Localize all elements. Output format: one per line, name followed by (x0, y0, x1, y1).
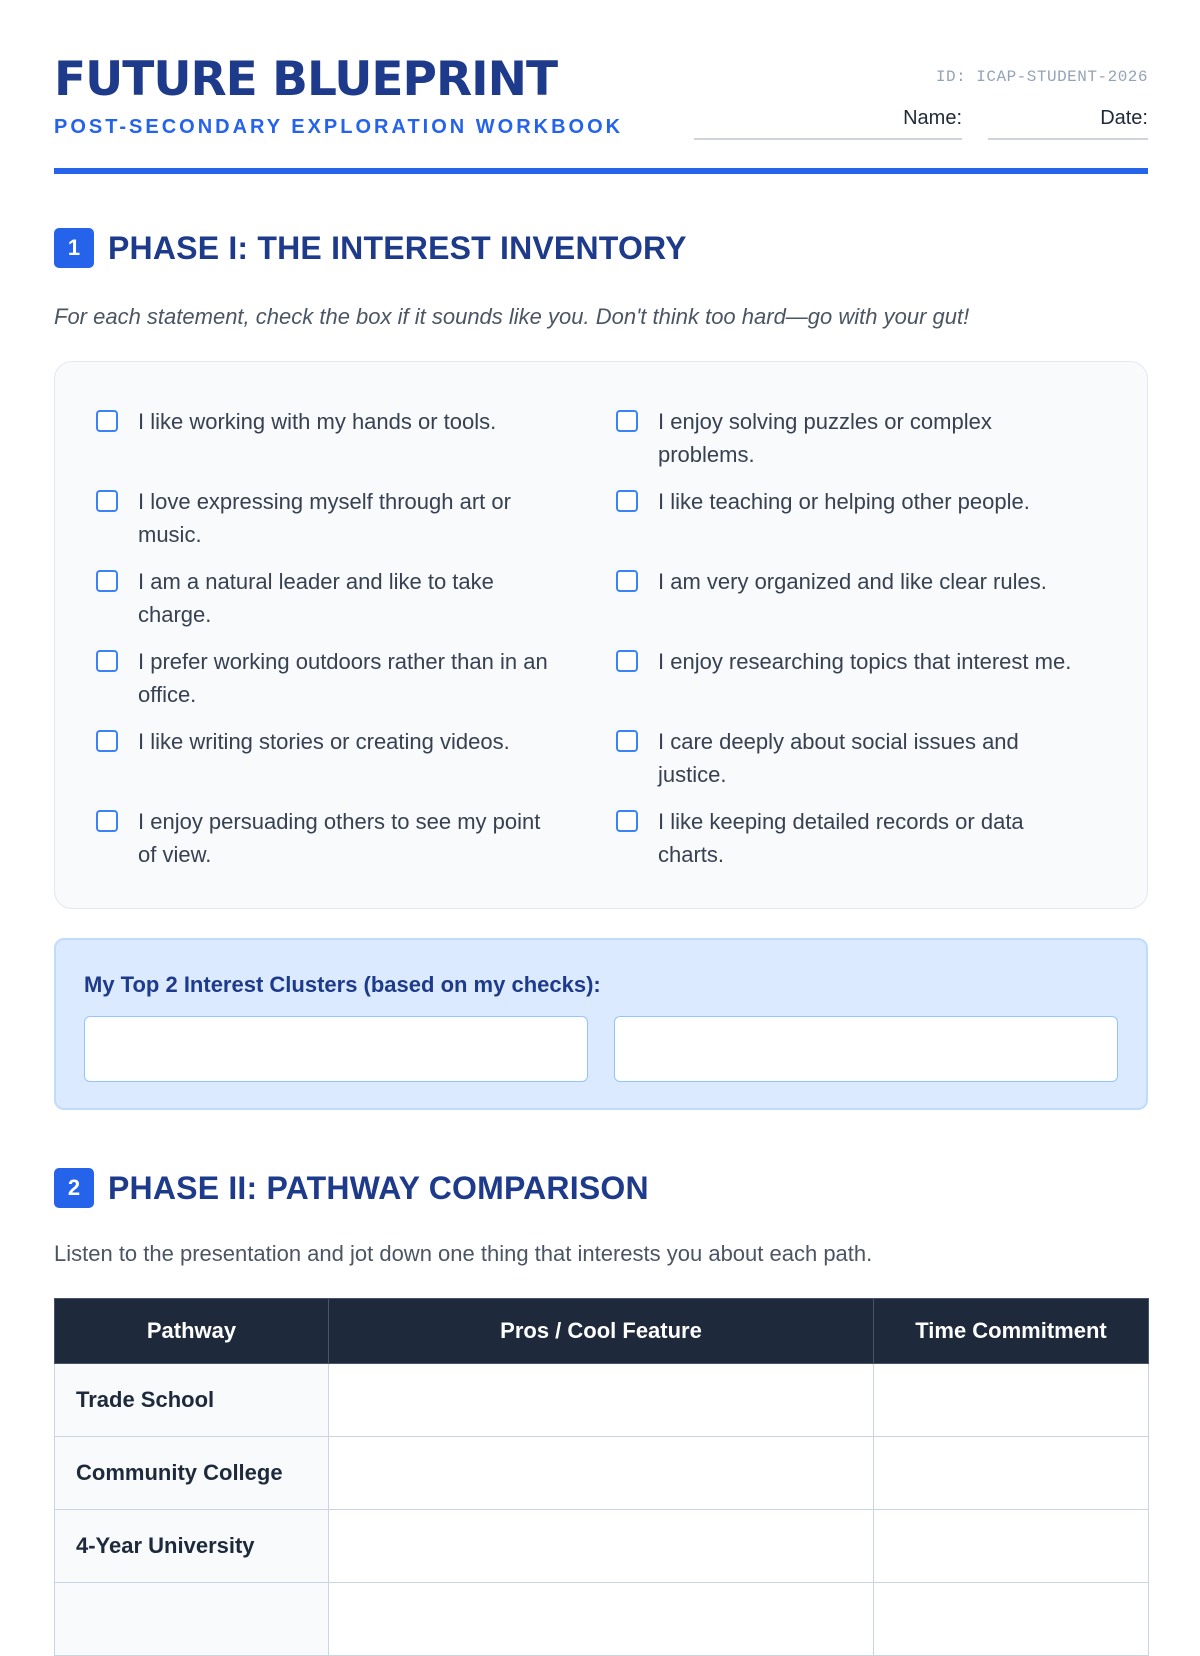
table-header-row (55, 1299, 1149, 1364)
interest-item-label: I am very organized and like clear rules. (658, 569, 1047, 594)
pros-cell[interactable] (329, 1583, 874, 1656)
pros-cell[interactable] (329, 1510, 874, 1583)
interest-item-label: I care deeply about social issues and justice. (658, 729, 1019, 787)
interest-item[interactable] (616, 725, 1076, 791)
name-label: Name: (903, 107, 962, 129)
date-field[interactable] (988, 104, 1148, 140)
checkbox[interactable] (616, 730, 638, 752)
document-id: ID: ICAP-STUDENT-2026 (935, 68, 1148, 86)
pros-cell[interactable] (329, 1437, 874, 1510)
interest-item[interactable] (96, 805, 556, 871)
phase1-number-badge: 1 (54, 228, 94, 268)
date-label: Date: (1100, 107, 1148, 129)
column-header: Pathway (55, 1299, 329, 1364)
interest-item-label: I love expressing myself through art or music. (138, 489, 511, 547)
cluster-input-2[interactable] (614, 1016, 1118, 1082)
interest-checklist (54, 361, 1148, 909)
interest-item[interactable] (96, 565, 556, 631)
interest-item[interactable] (96, 485, 556, 551)
phase1-heading (54, 228, 687, 268)
interest-item-label: I enjoy solving puzzles or complex problems. (658, 409, 992, 467)
column-header: Pros / Cool Feature (329, 1299, 874, 1364)
checkbox[interactable] (96, 490, 118, 512)
interest-item-label: I like keeping detailed records or data charts. (658, 809, 1024, 867)
pathway-name: Community College (55, 1437, 329, 1510)
table-row (55, 1583, 1149, 1656)
interest-item[interactable] (616, 485, 1076, 518)
interest-item[interactable] (616, 805, 1076, 871)
worksheet-page (54, 0, 1148, 1558)
cluster-input-1[interactable] (84, 1016, 588, 1082)
interest-item-label: I like teaching or helping other people. (658, 489, 1030, 514)
checkbox[interactable] (616, 570, 638, 592)
interest-item-label: I like writing stories or creating videos. (138, 729, 510, 754)
table-row (55, 1364, 1149, 1437)
table-row (55, 1437, 1149, 1510)
worksheet-title: FUTURE BLUEPRINT (54, 52, 558, 107)
clusters-label: My Top 2 Interest Clusters (based on my checks): (84, 972, 601, 997)
checkbox[interactable] (96, 810, 118, 832)
name-field[interactable] (694, 104, 962, 140)
worksheet-header (54, 0, 1148, 174)
pros-cell[interactable] (329, 1364, 874, 1437)
phase1-title: PHASE I: THE INTEREST INVENTORY (108, 229, 687, 266)
column-header: Time Commitment (874, 1299, 1149, 1364)
phase2-number-badge: 2 (54, 1168, 94, 1208)
interest-item[interactable] (616, 405, 1076, 471)
checkbox[interactable] (96, 650, 118, 672)
interest-item[interactable] (96, 405, 556, 438)
pathway-comparison-table (54, 1298, 1149, 1656)
checkbox[interactable] (96, 570, 118, 592)
time-cell[interactable] (874, 1364, 1149, 1437)
pathway-name: Trade School (55, 1364, 329, 1437)
time-cell[interactable] (874, 1510, 1149, 1583)
checkbox[interactable] (616, 410, 638, 432)
top-interest-clusters (54, 938, 1148, 1110)
phase1-instruction: For each statement, check the box if it sounds like you. Don't think too hard—go with your gut! (54, 304, 970, 329)
interest-item-label: I enjoy researching topics that interest me. (658, 649, 1072, 674)
interest-item-label: I enjoy persuading others to see my point of view. (138, 809, 541, 867)
pathway-name: 4-Year University (55, 1510, 329, 1583)
interest-item-label: I am a natural leader and like to take charge. (138, 569, 494, 627)
interest-item[interactable] (616, 565, 1076, 598)
phase2-title: PHASE II: PATHWAY COMPARISON (108, 1169, 649, 1206)
phase2-heading (54, 1168, 649, 1208)
time-cell[interactable] (874, 1437, 1149, 1510)
interest-item-label: I prefer working outdoors rather than in an office. (138, 649, 548, 707)
checkbox[interactable] (616, 490, 638, 512)
interest-item[interactable] (616, 645, 1076, 678)
checkbox[interactable] (616, 810, 638, 832)
checkbox[interactable] (616, 650, 638, 672)
checkbox[interactable] (96, 410, 118, 432)
table-row (55, 1510, 1149, 1583)
phase2-instruction: Listen to the presentation and jot down one thing that interests you about each path. (54, 1241, 873, 1266)
worksheet-subtitle: POST-SECONDARY EXPLORATION WORKBOOK (54, 116, 624, 138)
pathway-name (55, 1583, 329, 1656)
interest-item[interactable] (96, 725, 556, 758)
checkbox[interactable] (96, 730, 118, 752)
interest-item-label: I like working with my hands or tools. (138, 409, 497, 434)
interest-item[interactable] (96, 645, 556, 711)
time-cell[interactable] (874, 1583, 1149, 1656)
